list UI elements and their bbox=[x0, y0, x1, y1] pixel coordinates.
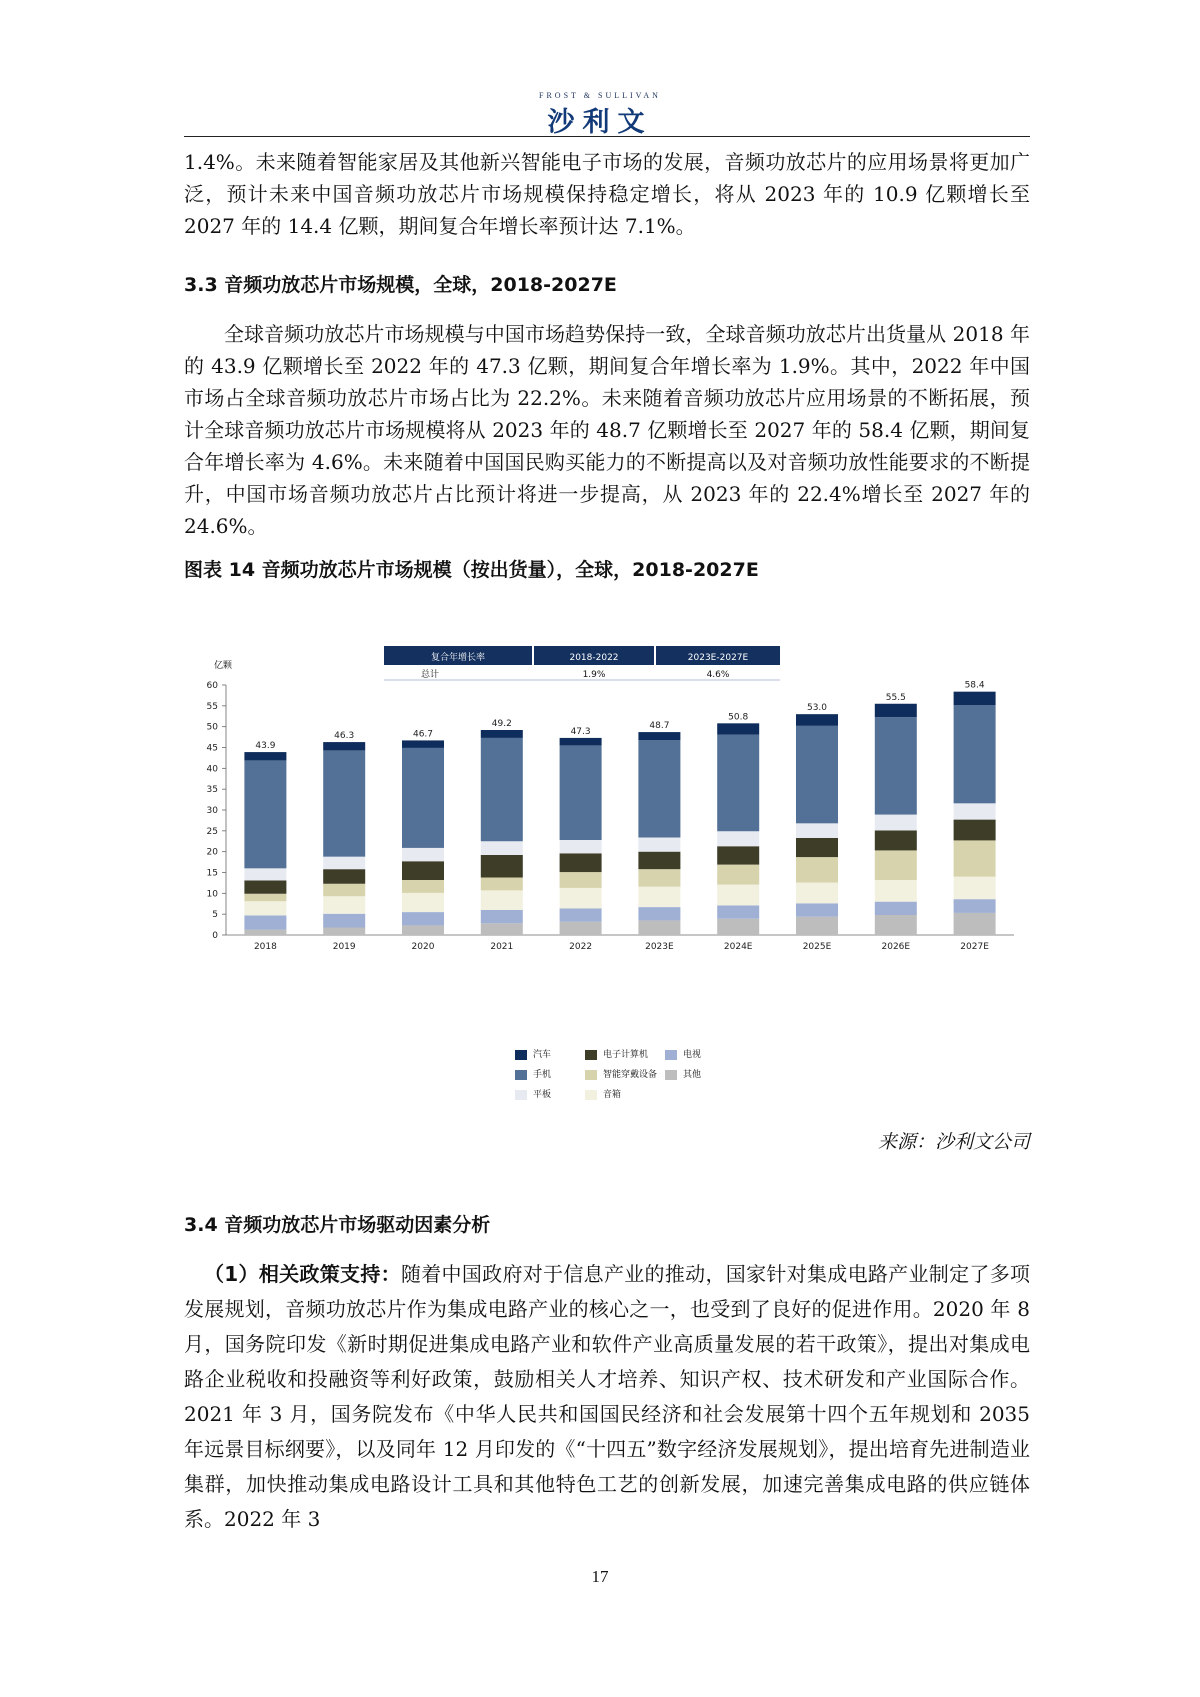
stacked-bar-chart bbox=[184, 640, 1030, 1045]
section-heading-3-3: 3.3 音频功放芯片市场规模，全球，2018-2027E bbox=[184, 274, 617, 296]
bar-segment-汽车 bbox=[954, 692, 996, 705]
cagr-value-2018-2022: 1.9% bbox=[582, 670, 606, 680]
bar-segment-手机 bbox=[481, 738, 523, 841]
x-tick-label: 2027E bbox=[960, 942, 989, 952]
bar-segment-音箱 bbox=[323, 896, 365, 914]
cagr-value-2023-2027: 4.6% bbox=[706, 670, 730, 680]
bar-segment-电子计算机 bbox=[402, 861, 444, 880]
bar-segment-电视 bbox=[402, 912, 444, 925]
bar-segment-智能穿戴设备 bbox=[954, 840, 996, 876]
bar-segment-汽车 bbox=[481, 730, 523, 738]
x-tick-label: 2024E bbox=[723, 942, 753, 952]
bar-total-label: 53.0 bbox=[806, 703, 828, 714]
bar-segment-其他 bbox=[560, 922, 602, 935]
bar-segment-音箱 bbox=[481, 890, 523, 910]
bar-segment-汽车 bbox=[323, 742, 365, 750]
bar-segment-音箱 bbox=[638, 887, 680, 907]
bar-segment-其他 bbox=[796, 917, 838, 935]
bar-segment-手机 bbox=[796, 726, 838, 824]
bar-segment-汽车 bbox=[717, 723, 759, 734]
bar-segment-智能穿戴设备 bbox=[560, 872, 602, 888]
bar-segment-电视 bbox=[323, 914, 365, 928]
legend-swatch bbox=[585, 1050, 597, 1060]
bar-segment-汽车 bbox=[796, 714, 838, 726]
bar-segment-其他 bbox=[954, 913, 996, 935]
y-tick-label: 60 bbox=[206, 681, 218, 691]
y-tick-label: 35 bbox=[206, 785, 218, 796]
bar-segment-电视 bbox=[796, 903, 838, 916]
bar-segment-手机 bbox=[954, 705, 996, 803]
bar-segment-其他 bbox=[323, 928, 365, 936]
bar-segment-智能穿戴设备 bbox=[638, 869, 680, 887]
source-note: 来源：沙利文公司 bbox=[877, 1131, 1030, 1153]
legend-label: 汽车 bbox=[533, 1050, 552, 1060]
header-divider bbox=[184, 136, 1030, 137]
bar-segment-电视 bbox=[481, 910, 523, 923]
legend-swatch bbox=[585, 1070, 597, 1080]
figure-title: 图表 14 音频功放芯片市场规模（按出货量），全球，2018-2027E bbox=[184, 559, 759, 581]
bar-segment-电子计算机 bbox=[244, 880, 286, 893]
bar-segment-电视 bbox=[560, 908, 602, 921]
legend-item bbox=[585, 1047, 648, 1060]
page-number: 17 bbox=[591, 1567, 609, 1586]
bar-segment-音箱 bbox=[560, 888, 602, 908]
bar-total-label: 46.3 bbox=[334, 731, 355, 742]
y-tick-label: 45 bbox=[206, 743, 218, 754]
legend-swatch bbox=[665, 1070, 677, 1080]
bar-segment-平板 bbox=[481, 841, 523, 855]
bar-segment-手机 bbox=[402, 748, 444, 848]
bar-total-label: 55.5 bbox=[885, 692, 906, 703]
bar-segment-电视 bbox=[717, 905, 759, 918]
bar-segment-其他 bbox=[638, 920, 680, 935]
legend-label: 智能穿戴设备 bbox=[603, 1070, 658, 1080]
bar-segment-电子计算机 bbox=[638, 852, 680, 870]
bar-segment-智能穿戴设备 bbox=[717, 865, 759, 885]
legend-swatch bbox=[515, 1070, 527, 1080]
brand-logo-chinese: 沙利文 bbox=[547, 107, 653, 138]
bar-segment-平板 bbox=[323, 857, 365, 870]
bar-segment-其他 bbox=[481, 923, 523, 935]
y-tick-label: 0 bbox=[212, 931, 218, 941]
bar-segment-汽车 bbox=[638, 732, 680, 740]
chart-bars bbox=[244, 681, 995, 952]
legend-swatch bbox=[515, 1090, 527, 1100]
legend-swatch bbox=[515, 1050, 527, 1060]
bar-segment-平板 bbox=[638, 838, 680, 852]
legend-label: 电子计算机 bbox=[603, 1050, 649, 1060]
bar-segment-手机 bbox=[244, 760, 286, 868]
cagr-table bbox=[384, 646, 780, 680]
bar-segment-智能穿戴设备 bbox=[796, 857, 838, 882]
legend-swatch bbox=[665, 1050, 677, 1060]
y-tick-label: 40 bbox=[206, 764, 218, 775]
legend-item bbox=[665, 1047, 701, 1060]
bar-segment-电视 bbox=[875, 902, 917, 915]
bar-segment-电子计算机 bbox=[481, 855, 523, 878]
bar-total-label: 47.3 bbox=[570, 726, 591, 737]
legend-label: 音箱 bbox=[603, 1090, 622, 1100]
y-tick-label: 25 bbox=[206, 826, 218, 837]
bar-segment-其他 bbox=[402, 925, 444, 935]
bar-segment-汽车 bbox=[875, 704, 917, 717]
bar-segment-智能穿戴设备 bbox=[875, 850, 917, 880]
bar-segment-手机 bbox=[323, 750, 365, 856]
x-tick-label: 2021 bbox=[490, 942, 514, 952]
y-tick-label: 10 bbox=[206, 889, 218, 900]
x-tick-label: 2020 bbox=[411, 942, 435, 952]
bar-segment-智能穿戴设备 bbox=[323, 884, 365, 897]
cagr-row-label: 总计 bbox=[420, 670, 440, 680]
legend-swatch bbox=[585, 1090, 597, 1100]
bar-segment-平板 bbox=[796, 823, 838, 838]
brand-english-name: FROST & SULLIVAN bbox=[539, 91, 661, 100]
bar-segment-平板 bbox=[875, 815, 917, 831]
bar-segment-音箱 bbox=[244, 901, 286, 915]
cagr-header-label: 复合年增长率 bbox=[430, 653, 486, 663]
bar-segment-汽车 bbox=[560, 738, 602, 746]
paragraph-policy-support bbox=[184, 1257, 1030, 1537]
x-tick-label: 2023E bbox=[645, 942, 674, 952]
cagr-header-label: 2023E-2027E bbox=[687, 653, 749, 663]
bar-total-label: 43.9 bbox=[255, 741, 276, 752]
bar-segment-其他 bbox=[875, 915, 917, 935]
legend-item bbox=[515, 1047, 551, 1060]
bar-segment-其他 bbox=[717, 919, 759, 935]
legend-label: 其他 bbox=[683, 1070, 702, 1080]
bar-total-label: 49.2 bbox=[491, 719, 512, 729]
legend-item bbox=[585, 1067, 657, 1080]
x-tick-label: 2022 bbox=[569, 942, 593, 952]
bar-segment-手机 bbox=[560, 745, 602, 840]
bar-segment-手机 bbox=[875, 717, 917, 815]
bar-segment-平板 bbox=[244, 868, 286, 880]
bar-segment-平板 bbox=[717, 831, 759, 846]
cagr-header-label: 2018-2022 bbox=[569, 653, 619, 663]
bar-total-label: 48.7 bbox=[649, 721, 670, 732]
x-tick-label: 2018 bbox=[253, 942, 277, 952]
bar-total-label: 58.4 bbox=[964, 680, 985, 691]
policy-lead-label: （1）相关政策支持： bbox=[204, 1262, 401, 1286]
bar-segment-音箱 bbox=[717, 885, 759, 906]
bar-segment-电子计算机 bbox=[875, 830, 917, 850]
legend-item bbox=[585, 1087, 621, 1100]
bar-segment-电子计算机 bbox=[954, 820, 996, 841]
bar-segment-电子计算机 bbox=[717, 846, 759, 864]
section-heading-3-4: 3.4 音频功放芯片市场驱动因素分析 bbox=[184, 1214, 491, 1236]
y-tick-label: 15 bbox=[206, 868, 218, 879]
bar-total-label: 50.8 bbox=[728, 712, 749, 723]
y-tick-label: 30 bbox=[206, 806, 218, 816]
bar-segment-平板 bbox=[954, 803, 996, 819]
bar-segment-手机 bbox=[638, 740, 680, 838]
y-tick-label: 20 bbox=[206, 847, 218, 858]
bar-segment-其他 bbox=[244, 930, 286, 935]
bar-segment-音箱 bbox=[875, 880, 917, 902]
bar-segment-电子计算机 bbox=[796, 838, 838, 857]
legend-item bbox=[515, 1067, 551, 1080]
x-tick-label: 2025E bbox=[802, 942, 832, 952]
bar-segment-平板 bbox=[402, 848, 444, 861]
bar-segment-电子计算机 bbox=[560, 853, 602, 872]
legend-label: 手机 bbox=[533, 1070, 552, 1080]
y-axis-unit-label: 亿颗 bbox=[214, 661, 233, 671]
bar-segment-音箱 bbox=[954, 877, 996, 900]
bar-segment-音箱 bbox=[402, 893, 444, 912]
x-tick-label: 2019 bbox=[332, 942, 356, 952]
chart-legend bbox=[515, 1047, 775, 1107]
legend-label: 电视 bbox=[683, 1050, 702, 1060]
bar-segment-手机 bbox=[717, 735, 759, 832]
bar-segment-电子计算机 bbox=[323, 869, 365, 884]
bar-segment-汽车 bbox=[402, 740, 444, 748]
paragraph-china-market-growth: 1.4%。未来随着智能家居及其他新兴智能电子市场的发展，音频功放芯片的应用场景将更加广泛，预计未来中国音频功放芯片市场规模保持稳定增长，将从 2023 年的 10.9 亿颗增长至 2027 年的 14.4 亿颗，期间复合年增长率预计达 7.1%。 bbox=[184, 150, 1030, 238]
bar-segment-音箱 bbox=[796, 883, 838, 904]
legend-item bbox=[665, 1067, 701, 1080]
policy-text: 随着中国政府对于信息产业的推动，国家针对集成电路产业制定了多项发展规划，音频功放芯片作为集成电路产业的核心之一，也受到了良好的促进作用。2020 年 8 月，国务院印发《新时期促进集成电路产业和软件产业高质量发展的若干政策》，提出对集成电路企业税收和投融资等利好政策，鼓励相关人才培养、知识产权、技术研发和产业国际合作。2021 年 3 月，国务院发布《中华人民共和国国民经济和社会发展第十四个五年规划和 2035 年远景目标纲要》，以及同年 12 月印发的《“十四五”数字经济发展规划》，提出培育先进制造业集群，加快推动集成电路设计工具和其他特色工艺的创新发展，加速完善集成电路的供应链体系。2022 年 3 bbox=[184, 1262, 1030, 1531]
bar-segment-智能穿戴设备 bbox=[244, 894, 286, 902]
bar-segment-智能穿戴设备 bbox=[402, 880, 444, 893]
bar-segment-平板 bbox=[560, 840, 602, 853]
bar-segment-智能穿戴设备 bbox=[481, 878, 523, 891]
y-tick-label: 55 bbox=[206, 701, 218, 712]
y-tick-label: 50 bbox=[206, 722, 218, 733]
bar-segment-汽车 bbox=[244, 752, 286, 760]
legend-item bbox=[515, 1087, 551, 1100]
bar-segment-电视 bbox=[244, 915, 286, 929]
paragraph-global-market-size: 全球音频功放芯片市场规模与中国市场趋势保持一致，全球音频功放芯片出货量从 2018 年的 43.9 亿颗增长至 2022 年的 47.3 亿颗，期间复合年增长率为 1.9%。其中，2022 年中国市场占全球音频功放芯片市场占比为 22.2%。未来随着音频功放芯片应用场景的不断拓展，预计全球音频功放芯片市场规模将从 2023 年的 48.7 亿颗增长至 2027 年的 58.4 亿颗，期间复合年增长率为 4.6%。未来随着中国国民购买能力的不断提高以及对音频功放性能要求的不断提升，中国市场音频功放芯片占比预计将进一步提高，从 2023 年的 22.4%增长至 2027 年的 24.6%。 bbox=[184, 322, 1030, 538]
bar-total-label: 46.7 bbox=[412, 729, 434, 740]
legend-label: 平板 bbox=[533, 1090, 552, 1100]
y-tick-label: 5 bbox=[212, 910, 218, 921]
bar-segment-电视 bbox=[638, 907, 680, 920]
x-tick-label: 2026E bbox=[881, 942, 911, 952]
bar-segment-电视 bbox=[954, 899, 996, 913]
